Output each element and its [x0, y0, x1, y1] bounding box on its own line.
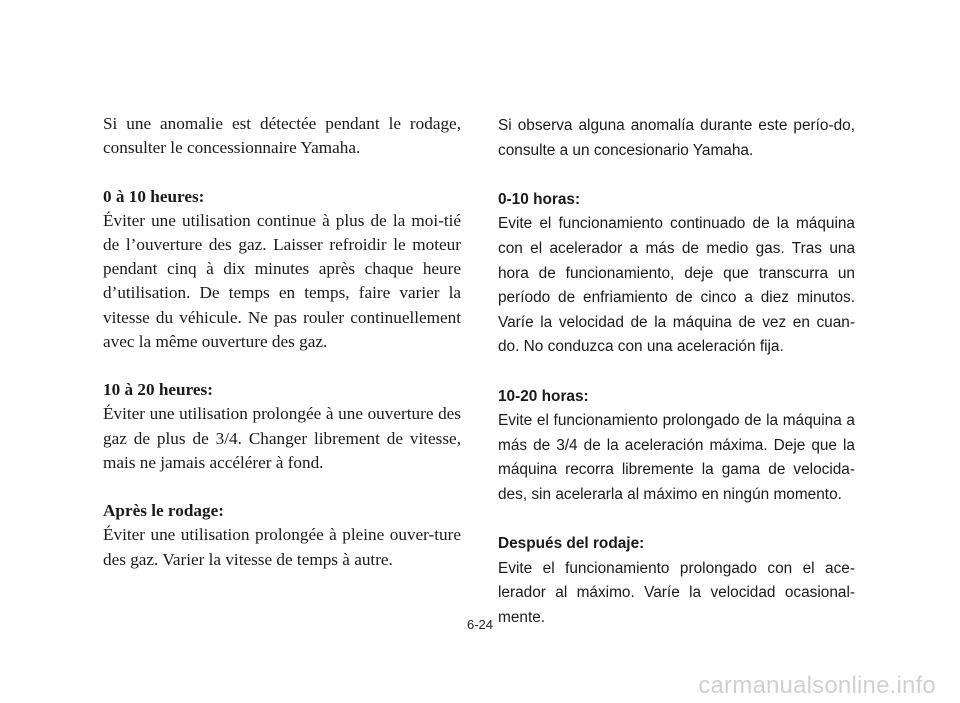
french-intro: Si une anomalie est détectée pendant le rodage, consulter le concessionnaire Yamaha.: [103, 114, 461, 158]
spanish-column: [498, 114, 855, 630]
french-heading-0-10: 0 à 10 heures:: [103, 186, 205, 206]
watermark: carmanualsonline.info: [698, 672, 936, 699]
french-body-0-10: Éviter une utilisation continue à plus de la moi-tié de l’ouverture des gaz. Laisser refroidir le moteur pendant cinq à dix minutes après chaque heure d’utilisation. De temps en temps, faire varier la vitesse du véhicule. Ne pas rouler continuellement avec la même ouverture des gaz.: [103, 210, 461, 351]
spanish-body-10-20: Evite el funcionamiento prolongado de la máquina a más de 3/4 de la aceleración máxima. Deje que la máquina recorra libremente la gama de velocida-des, sin acelerarla al máximo en ningún momento.: [498, 412, 855, 503]
french-heading-after: Après le rodage:: [103, 501, 224, 521]
french-body-10-20: Éviter une utilisation prolongée à une ouverture des gaz de plus de 3/4. Changer librement de vitesse, mais ne jamais accélérer à fond.: [103, 404, 461, 472]
page-number: 6-24: [466, 617, 494, 632]
spanish-body-0-10: Evite el funcionamiento continuado de la máquina con el acelerador a más de medio gas. Tras una hora de funcionamiento, deje que transcurra un período de enfriamiento de cinco a diez minutos. Varíe la velocidad de la máquina de vez en cuan-do. No conduzca con una aceleración fija.: [498, 215, 855, 356]
french-body-after: Éviter une utilisation prolongée à pleine ouver-ture des gaz. Varier la vitesse de temps à autre.: [103, 525, 461, 569]
spanish-heading-0-10: 0-10 horas:: [498, 190, 581, 208]
spanish-body-after: Evite el funcionamiento prolongado con el ace-lerador al máximo. Varíe la velocidad ocasional-mente.: [498, 559, 855, 626]
spanish-heading-10-20: 10-20 horas:: [498, 387, 589, 405]
spanish-intro: Si observa alguna anomalía durante este perío-do, consulte a un concesionario Yamaha.: [498, 117, 855, 159]
french-column: [103, 112, 461, 572]
french-heading-10-20: 10 à 20 heures:: [103, 380, 213, 400]
spanish-heading-after: Después del rodaje:: [498, 535, 645, 553]
